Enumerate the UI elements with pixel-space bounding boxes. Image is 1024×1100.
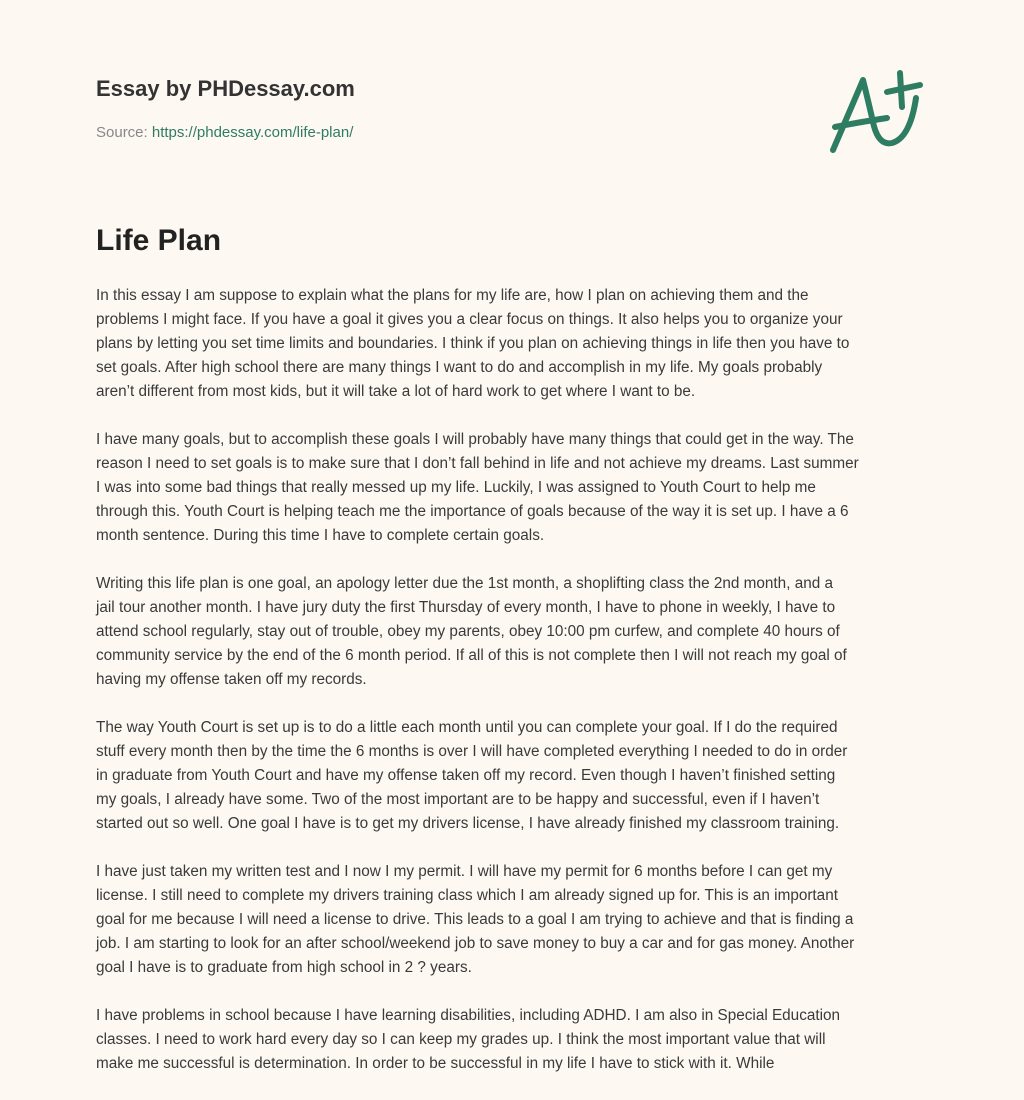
a-plus-logo-icon	[810, 60, 940, 170]
paragraph-line: through this. Youth Court is helping teach me the importance of goals because of the way it is set up. I have a 6	[96, 503, 849, 520]
paragraph-line: goal I have is to graduate from high school in 2 ? years.	[96, 959, 472, 976]
paragraph-line: job. I am starting to look for an after school/weekend job to save money to buy a car and for gas money. Another	[96, 935, 855, 952]
source-link[interactable]: https://phdessay.com/life-plan/	[151, 124, 354, 141]
source-label: Source:	[96, 124, 148, 141]
paragraph-line: stuff every month then by the time the 6 months is over I will have completed everything I needed to do in order	[96, 743, 848, 760]
essay-paragraph	[96, 716, 936, 836]
essay-paragraph	[96, 860, 936, 980]
paragraph-line: I have just taken my written test and I now I my permit. I will have my permit for 6 months before I can get my	[96, 863, 833, 880]
paragraph-line: set goals. After high school there are many things I want to do and accomplish in my life. My goals probably	[96, 359, 823, 376]
paragraph-line: I was into some bad things that really messed up my life. Luckily, I was assigned to Youth Court to help me	[96, 479, 816, 496]
paragraph-line: problems I might face. If you have a goal it gives you a clear focus on things. It also helps you to organize your	[96, 311, 843, 328]
paragraph-line: I have problems in school because I have learning disabilities, including ADHD. I am also in Special Education	[96, 1007, 841, 1024]
source-line	[96, 124, 353, 141]
paragraph-line: license. I still need to complete my drivers training class which I am already signed up for. This is an important	[96, 887, 838, 904]
paragraph-line: In this essay I am suppose to explain what the plans for my life are, how I plan on achieving them and the	[96, 287, 809, 304]
paragraph-line: jail tour another month. I have jury duty the first Thursday of every month, I have to phone in weekly, I have to	[96, 599, 836, 616]
paragraph-line: The way Youth Court is set up is to do a little each month until you can complete your goal. If I do the required	[96, 719, 838, 736]
paragraph-line: goal for me because I will need a license to drive. This leads to a goal I am trying to achieve and that is finding a	[96, 911, 854, 928]
paragraph-line: my goals, I already have some. Two of the most important are to be happy and successful, even if I haven’t	[96, 791, 820, 808]
paragraph-line: started out so well. One goal I have is to get my drivers license, I have already finished my classroom training.	[96, 815, 840, 832]
paragraph-line: make me successful is determination. In order to be successful in my life I have to stick with it. While	[96, 1055, 775, 1072]
essay-paragraph	[96, 428, 936, 548]
paragraph-line: Writing this life plan is one goal, an apology letter due the 1st month, a shoplifting class the 2nd month, and a	[96, 575, 833, 592]
paragraph-line: attend school regularly, stay out of trouble, obey my parents, obey 10:00 pm curfew, and complete 40 hours of	[96, 623, 840, 640]
paragraph-line: I have many goals, but to accomplish these goals I will probably have many things that could get in the way. The	[96, 431, 854, 448]
paragraph-line: plans by letting you set time limits and boundaries. I think if you plan on achieving things in life then you have to	[96, 335, 850, 352]
paragraph-line: reason I need to set goals is to make sure that I don’t fall behind in life and not achieve my dreams. Last summer	[96, 455, 859, 472]
paragraph-line: month sentence. During this time I have to complete certain goals.	[96, 527, 545, 544]
paragraph-line: having my offense taken off my records.	[96, 671, 367, 688]
essay-paragraph	[96, 572, 936, 692]
paragraph-line: aren’t different from most kids, but it will take a lot of hard work to get where I want to be.	[96, 383, 696, 400]
paragraph-line: in graduate from Youth Court and have my offense taken off my record. Even though I haven’t finished setting	[96, 767, 836, 784]
essay-title: Life Plan	[96, 224, 222, 257]
paragraph-line: community service by the end of the 6 month period. If all of this is not complete then I will not reach my goal of	[96, 647, 847, 664]
site-title: Essay by PHDessay.com	[96, 76, 355, 101]
essay-body	[96, 284, 936, 1100]
essay-paragraph	[96, 1004, 936, 1076]
essay-paragraph	[96, 284, 936, 404]
paragraph-line: classes. I need to work hard every day so I can keep my grades up. I think the most important value that will	[96, 1031, 826, 1048]
